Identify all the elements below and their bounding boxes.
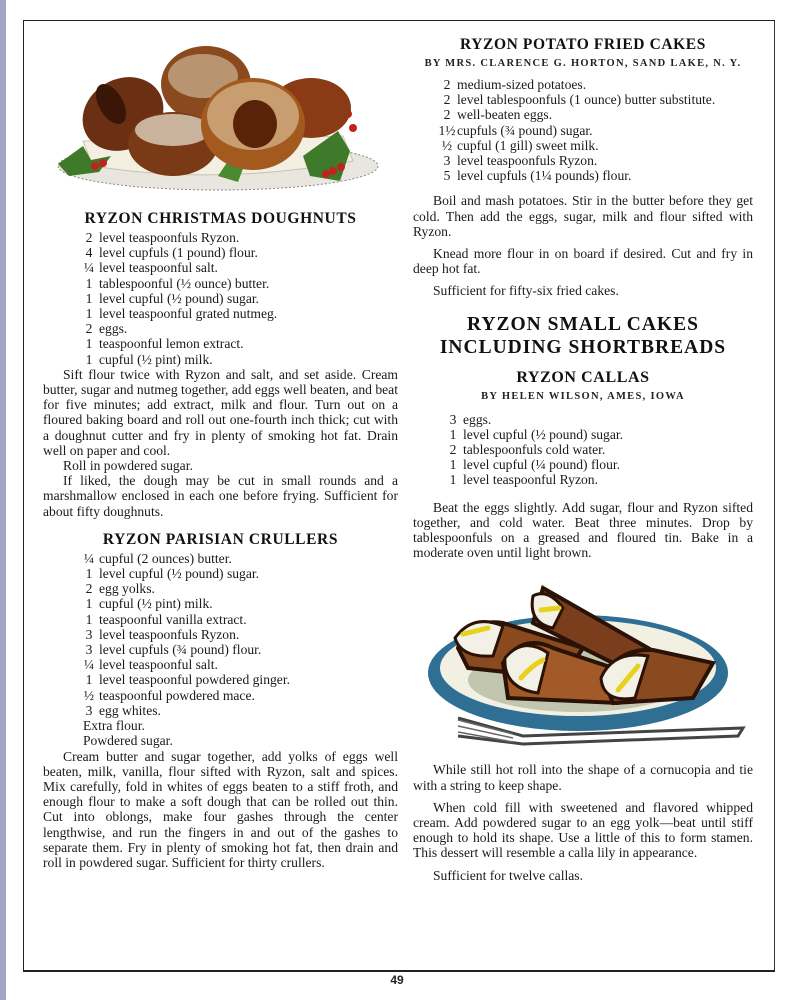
ingredient-item: 1 level cupful (½ pound) sugar. xyxy=(85,290,260,306)
ingredient-item: ½ teaspoonful powdered mace. xyxy=(83,687,255,703)
callas-ingredients xyxy=(413,412,753,488)
callas-filling: When cold fill with sweetened and flavored whipped cream. Add powdered sugar to an egg yolk—beat until stiff enough to hold its shape. Use a little of this to form stamen. This dessert will resemble a calla lily in appearance. xyxy=(413,799,753,861)
potato-cakes-ingredients xyxy=(413,77,753,183)
ingredient-item: ¼ level teaspoonful salt. xyxy=(83,260,218,276)
potato-cakes-title: RYZON POTATO FRIED CAKES xyxy=(460,36,706,53)
ingredient-item: ¼ cupful (2 ounces) butter. xyxy=(83,550,232,566)
doughnuts-title: RYZON CHRISTMAS DOUGHNUTS xyxy=(84,210,357,227)
ingredient-item: 2 tablespoonfuls cold water. xyxy=(449,442,606,458)
callas-plate-image xyxy=(413,568,758,758)
potato-cakes-byline: BY MRS. CLARENCE G. HORTON, SAND LAKE, N. Y. xyxy=(424,58,742,69)
ingredient-item: 2 egg yolks. xyxy=(85,581,155,597)
ingredient-item: 2 well-beaten eggs. xyxy=(443,107,553,123)
potato-cakes-yield: Sufficient for fifty-six fried cakes. xyxy=(433,283,619,299)
doughnuts-variation: If liked, the dough may be cut in small rounds and a marshmallow enclosed in each one before frying. Sufficient for about fifty doughnuts. xyxy=(43,473,398,519)
scan-edge-strip xyxy=(0,0,6,1000)
ingredient-item: ¼ level teaspoonful salt. xyxy=(83,657,218,673)
ingredient-item: 2 level teaspoonfuls Ryzon. xyxy=(85,230,240,245)
left-column xyxy=(43,36,398,870)
doughnuts-illustration xyxy=(43,36,398,198)
ingredient-item: 2 medium-sized potatoes. xyxy=(443,77,587,92)
potato-cakes-kneading: Knead more flour in on board if desired. Cut and fry in deep hot fat. xyxy=(413,246,753,277)
ingredient-item: 1 level cupful (¼ pound) flour. xyxy=(449,457,621,473)
ingredient-item: Powdered sugar. xyxy=(83,733,173,749)
page-number: 49 xyxy=(390,973,404,987)
ingredient-item: 1 level teaspoonful Ryzon. xyxy=(449,472,598,488)
ingredient-item: 4 level cupfuls (1 pound) flour. xyxy=(85,245,258,261)
callas-illustration xyxy=(413,568,753,758)
ingredient-item: 1 teaspoonful lemon extract. xyxy=(85,336,244,352)
ingredient-item: 1 tablespoonful (½ ounce) butter. xyxy=(85,275,270,291)
doughnuts-note: Roll in powdered sugar. xyxy=(63,458,193,474)
ingredient-item: Extra flour. xyxy=(83,718,145,734)
doughnuts-method: Sift flour twice with Ryzon and salt, and set aside. Cream butter, sugar and nutmeg together, add eggs well beaten, and beat for five minutes; add extract, milk and flour. Turn out on a floured baking board and roll out one-fourth inch thick; cut with a doughnut cutter and fry in plenty of smoking hot fat. Drain well on paper and cool. xyxy=(43,366,398,458)
callas-shaping: While still hot roll into the shape of a cornucopia and tie with a string to keep shape. xyxy=(413,762,753,793)
ingredient-item: 3 eggs. xyxy=(449,411,492,427)
callas-title: RYZON CALLAS xyxy=(516,368,650,386)
section-heading: RYZON SMALL CAKES INCLUDING SHORTBREADS xyxy=(439,313,727,358)
ingredient-item: 3 level cupfuls (¾ pound) flour. xyxy=(85,642,262,658)
ingredient-item: 3 level teaspoonfuls Ryzon. xyxy=(443,153,598,169)
ingredient-item: 1 level cupful (½ pound) sugar. xyxy=(449,426,624,442)
doughnut-plate-image xyxy=(43,36,398,198)
ingredient-item: 1 level teaspoonful grated nutmeg. xyxy=(85,306,278,322)
doughnuts-ingredients xyxy=(43,230,398,367)
crullers-title: RYZON PARISIAN CRULLERS xyxy=(102,530,339,548)
ingredient-item: 3 egg whites. xyxy=(85,702,161,718)
callas-yield: Sufficient for twelve callas. xyxy=(433,867,583,883)
ingredient-item: 1 cupful (½ pint) milk. xyxy=(85,351,213,367)
callas-byline: BY HELEN WILSON, AMES, IOWA xyxy=(481,390,685,402)
crullers-ingredients xyxy=(43,551,398,749)
ingredient-item: 5 level cupfuls (1¼ pounds) flour. xyxy=(443,168,632,184)
ingredient-item: 3 level teaspoonfuls Ryzon. xyxy=(85,626,240,642)
ingredient-item: 2 eggs. xyxy=(85,321,128,337)
ingredient-item: 1 teaspoonful vanilla extract. xyxy=(85,611,247,627)
ingredient-item: 1 level cupful (½ pound) sugar. xyxy=(85,566,260,582)
crullers-method: Cream butter and sugar together, add yolks of eggs well beaten, milk, vanilla, flour sifted with Ryzon, salt and spices. Mix carefully, fold in whites of eggs beaten to a stiff froth, and enough flour to make a soft dough that can be rolled out thin. Cut into oblongs, make four gashes through the center lengthwise, and run the fingers in and out of the gashes to separate them. Fry in plenty of smoking hot fat, then drain and roll in powdered sugar. Sufficient for thirty crullers. xyxy=(43,748,398,870)
ingredient-item: 1 level teaspoonful powdered ginger. xyxy=(85,672,291,688)
ingredient-item: ½ cupful (1 gill) sweet milk. xyxy=(441,137,599,153)
ingredient-item: 2 level tablespoonfuls (1 ounce) butter substitute. xyxy=(443,92,716,108)
ingredient-item: 1½ cupfuls (¾ pound) sugar. xyxy=(438,122,593,138)
callas-method: Beat the eggs slightly. Add sugar, flour and Ryzon sifted together, and cold water. Beat three minutes. Drop by tablespoonfuls on a greased and floured tin. Bake in a moderate oven until light brown. xyxy=(413,499,753,561)
right-column xyxy=(413,36,753,883)
potato-cakes-method: Boil and mash potatoes. Stir in the butter before they get cold. Then add the eggs, sugar, milk and flour sifted with Ryzon. xyxy=(413,193,753,239)
ingredient-item: 1 cupful (½ pint) milk. xyxy=(85,596,213,612)
